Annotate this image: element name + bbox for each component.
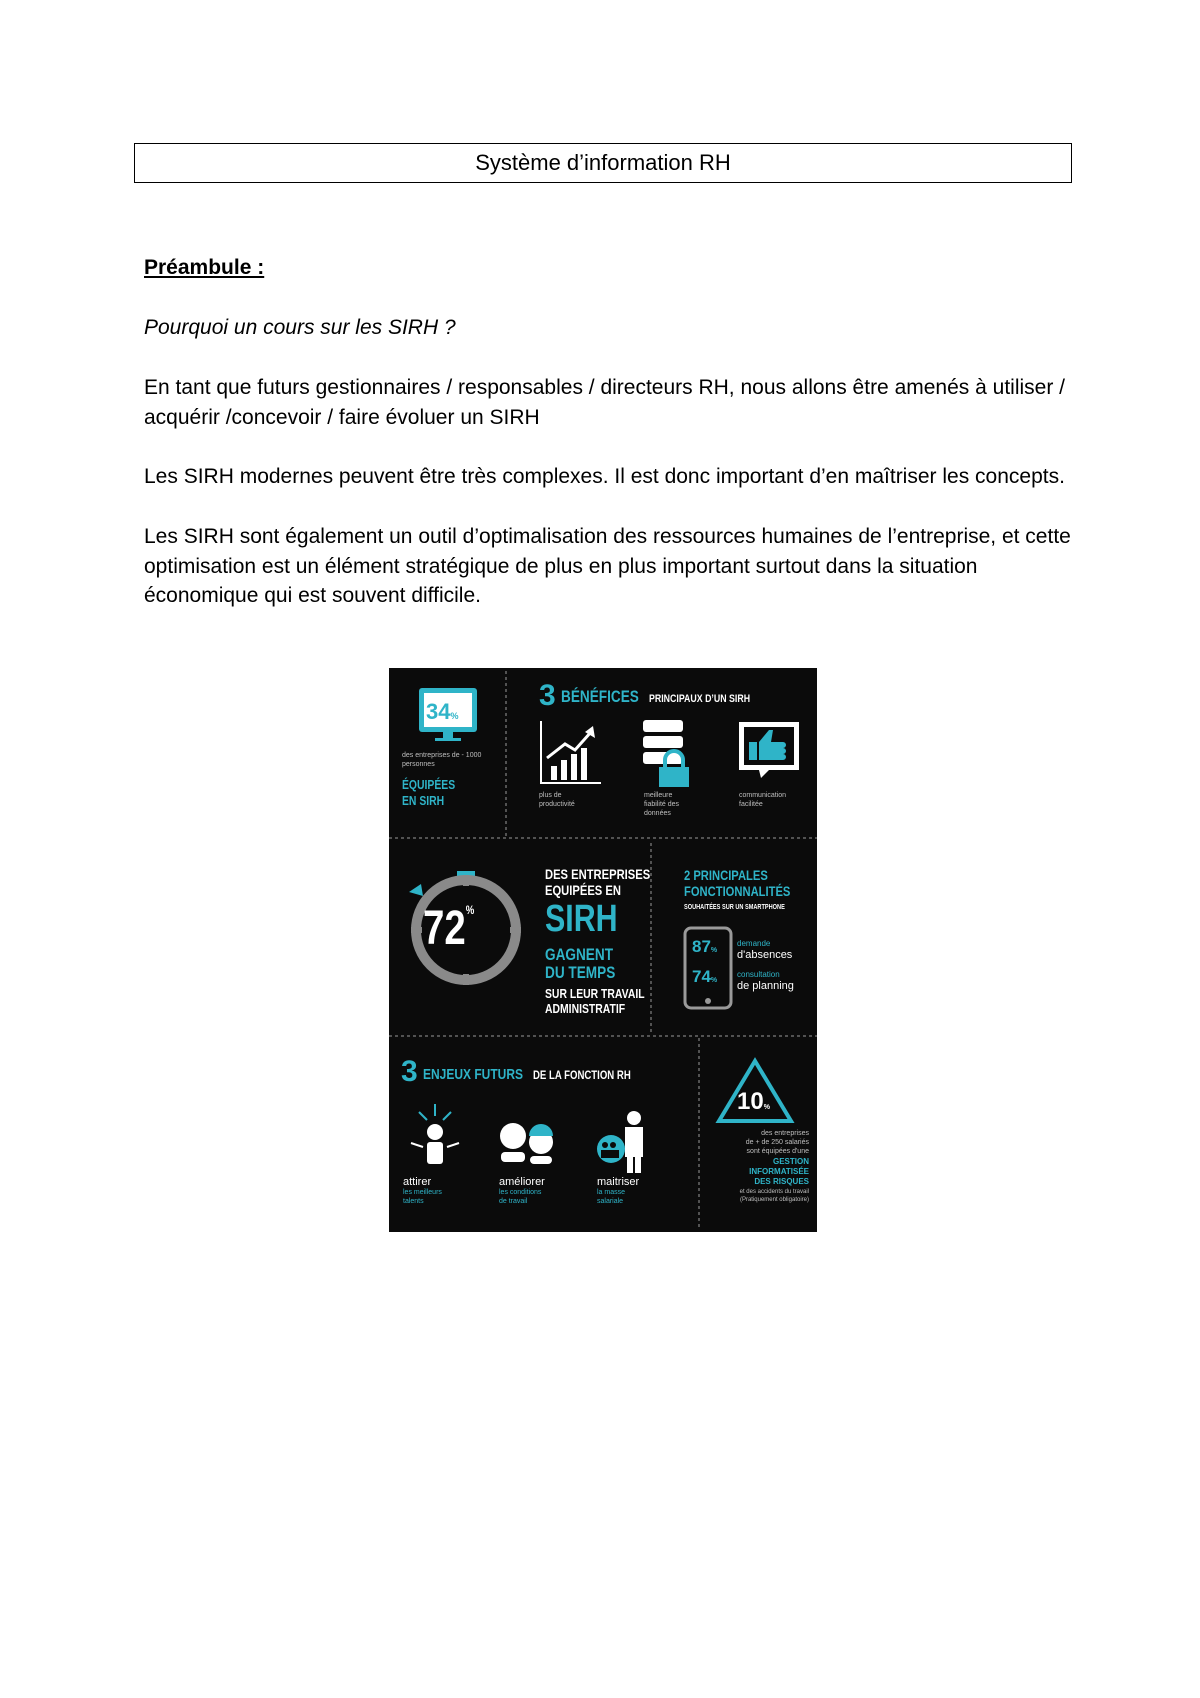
preamble-heading: Préambule :: [144, 256, 265, 279]
document-title-box: [134, 143, 1072, 183]
function-label2-absences: d'absences: [737, 949, 793, 961]
stat72-value: 72%: [423, 902, 475, 955]
benefit-label-fiabilite: meilleure fiabilité des données: [644, 792, 680, 817]
challenge-verb-attirer: attirer: [403, 1176, 432, 1188]
people-money-icon: [597, 1111, 643, 1173]
challenge-detail2-ameliorer: de travail: [499, 1198, 528, 1205]
function-label2-planning: de planning: [737, 980, 794, 992]
benefits-number: 3: [539, 679, 556, 712]
function-value-planning: 74%: [692, 967, 718, 986]
thumbs-up-icon: [739, 722, 799, 778]
server-lock-icon: [643, 720, 689, 787]
challenge-detail1-attirer: les meilleurs: [403, 1189, 442, 1196]
stat72-gain2: DU TEMPS: [545, 963, 616, 982]
challenge-detail1-ameliorer: les conditions: [499, 1189, 542, 1196]
challenge-detail2-maitriser: salariale: [597, 1198, 624, 1205]
stat34-caption: des entreprises de - 1000 personnes: [402, 752, 482, 768]
challenges-number: 3: [401, 1055, 418, 1088]
document-title: Système d’information RH: [475, 150, 731, 175]
function-label1-planning: consultation: [737, 970, 780, 979]
stat10-caption1: des entreprises: [761, 1130, 809, 1137]
benefits-title-accent: BÉNÉFICES: [561, 687, 639, 706]
stat10-highlight2: INFORMATISÉE: [749, 1167, 809, 1176]
stat72-work1: SUR LEUR TRAVAIL: [545, 986, 645, 1001]
challenges-title-accent: ENJEUX FUTURS: [423, 1066, 524, 1083]
stat10-caption3: sont équipées d'une: [746, 1148, 809, 1155]
stat10-value: 10%: [737, 1088, 770, 1115]
challenge-verb-maitriser: maitriser: [597, 1176, 640, 1188]
functions-title2: FONCTIONNALITÉS: [684, 883, 791, 899]
function-value-absences: 87%: [692, 937, 718, 956]
sirh-infographic: [389, 668, 817, 1232]
challenge-detail1-maitriser: la masse: [597, 1189, 626, 1196]
functions-title1: 2 PRINCIPALES: [684, 867, 768, 883]
two-faces-icon: [500, 1123, 553, 1164]
stat10-highlight1: GESTION: [772, 1157, 809, 1166]
challenges-title-rest: DE LA FONCTION RH: [533, 1068, 631, 1082]
paragraph-sirh-optimalisation: Les SIRH sont également un outil d’optimalisation des ressources humaines de l’entreprise, et cette optimisation est un élément stratégique de plus en plus important surtout dans la situation économique qui est souvent difficile.: [144, 525, 1071, 607]
stat34-highlight1: ÉQUIPÉES: [402, 777, 456, 792]
stat72-gain1: GAGNENT: [545, 945, 613, 964]
stat10-highlight3: DES RISQUES: [754, 1177, 809, 1186]
stat34-highlight2: EN SIRH: [402, 793, 445, 808]
paragraph-futurs-gestionnaires: En tant que futurs gestionnaires / responsables / directeurs RH, nous allons être amenés à utiliser / acquérir /concevoir / faire évoluer un SIRH: [144, 376, 1065, 429]
functions-subtitle: SOUHAITÉES SUR UN SMARTPHONE: [684, 904, 785, 911]
stat72-line1: DES ENTREPRISES: [545, 866, 651, 882]
stat10-note2: (Pratiquement obligatoire): [739, 1197, 809, 1203]
benefits-title-rest: PRINCIPAUX D’UN SIRH: [649, 693, 751, 705]
stat34-value: 34%: [426, 699, 459, 724]
stat72-line2: EQUIPÉES EN: [545, 882, 621, 898]
challenge-detail2-attirer: talents: [403, 1198, 424, 1205]
stat72-sirh: SIRH: [545, 898, 618, 940]
stat10-note1: et des accidents du travail: [739, 1189, 809, 1195]
stat10-caption2: de + de 250 salariés: [745, 1139, 809, 1146]
stat72-work2: ADMINISTRATIF: [545, 1001, 626, 1016]
attract-person-icon: [411, 1104, 459, 1164]
benefit-label-communication: communication facilitée: [739, 792, 787, 808]
function-label1-absences: demande: [737, 939, 771, 948]
benefit-label-productivite: plus de productivité: [539, 792, 575, 808]
challenge-verb-ameliorer: améliorer: [499, 1176, 545, 1188]
growth-chart-icon: [541, 721, 601, 783]
preamble-question: Pourquoi un cours sur les SIRH ?: [144, 316, 456, 339]
paragraph-sirh-complexes: Les SIRH modernes peuvent être très complexes. Il est donc important d’en maîtriser les concepts.: [144, 465, 1065, 488]
